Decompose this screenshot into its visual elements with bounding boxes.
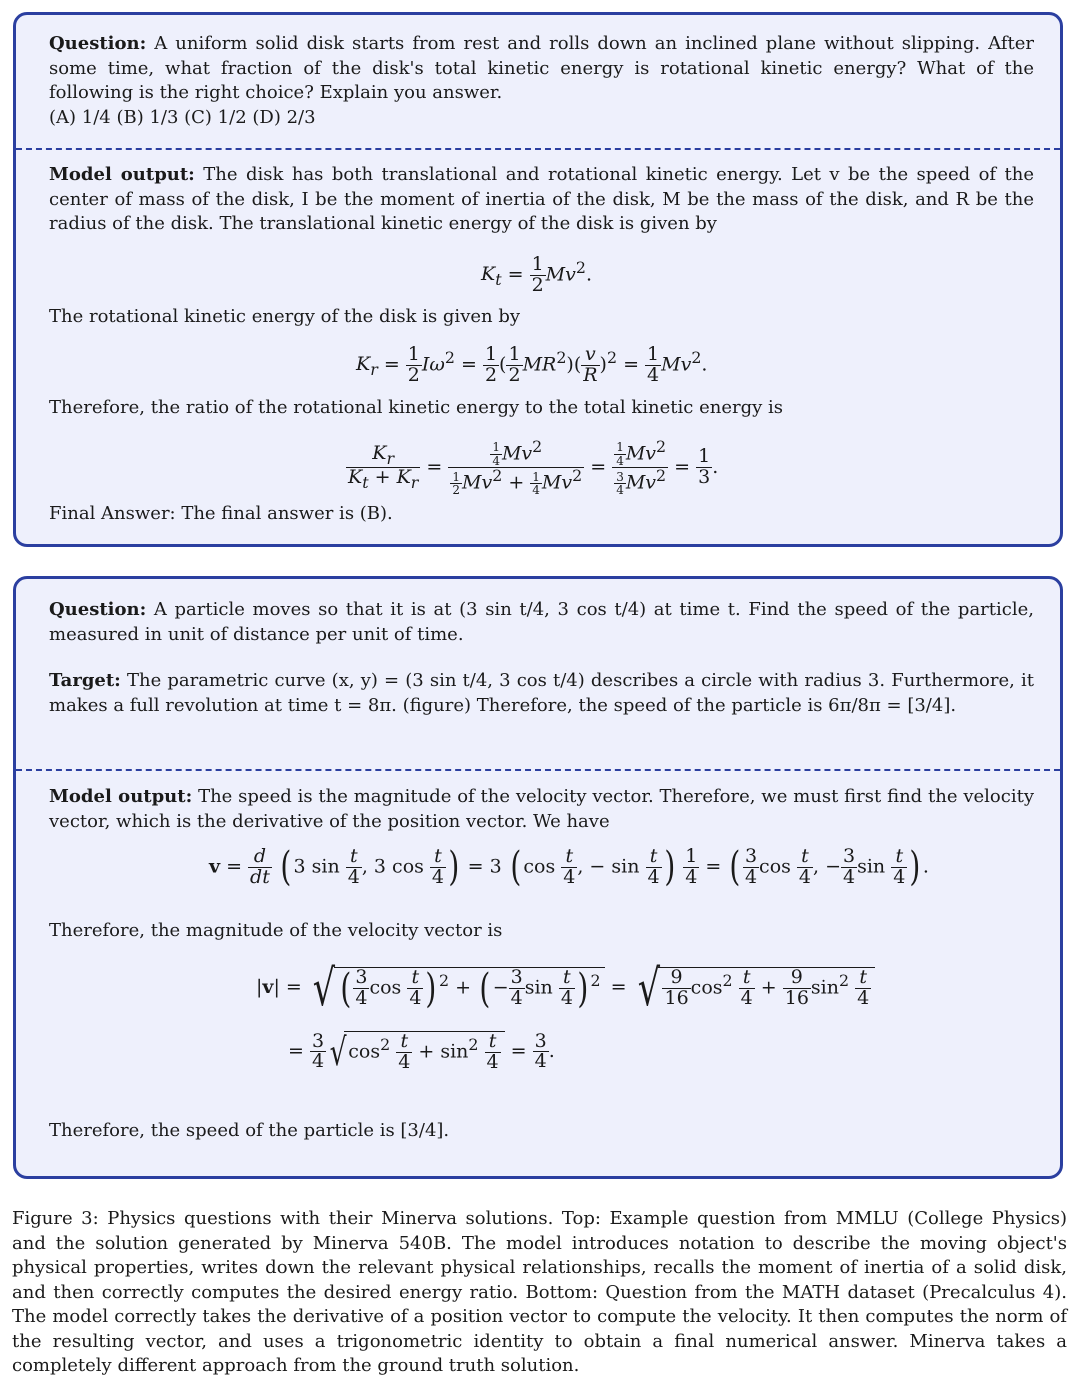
- equation-magnitude-1: |v| = √ ( $\frac{3}{4}$ cos $\frac{t}{4}$ ) $^2$ + ( − $\frac{3}{4}$ sin $\frac{t}{4}$ ) $^2$ = √ $\frac{9}{16}$ $\cos^2$ $\frac{t}{4}$ + $\frac{9}{16}$ $\sin^2$ $\frac{t}{4}$: [256, 963, 875, 1013]
- question-label: Question:: [49, 599, 147, 620]
- answer-choices: (A) 1/4 (B) 1/3 (C) 1/2 (D) 2/3: [49, 106, 316, 128]
- equation-kr: $K_r$ = $\frac{1}{2}$ $I\omega^2$ = $\frac{1}{2}$ ( $\frac{1}{2}$ $MR^2$)( $\frac{v}{R}$ )$^2$ = $\frac{1}{4}$ Mv$^2$.: [356, 343, 708, 386]
- top-model-output: [49, 163, 1034, 237]
- equation-magnitude-2: = $\frac{3}{4}$ $√\cos^2$ $\frac{t}{4}$ + $\sin^2$ $\frac{t}{4}$ = $\frac{3}{4}$ .: [288, 1029, 555, 1074]
- target-text: The parametric curve (x, y) = (3 sin t/4, 3 cos t/4) describes a circle with radius 3. Furthermore, it makes a full revolution at time t = 8π. (figure) Therefore, the speed of the particle is 6π/8π = [3/4].: [49, 670, 1034, 716]
- dashed-separator: [16, 148, 1060, 150]
- equation-kt: $K_t$ = $\frac{1}{2}$ Mv$^2$.: [481, 253, 592, 296]
- question-label: Question:: [49, 33, 147, 54]
- top-question: [49, 32, 1034, 130]
- dashed-separator: [16, 769, 1060, 771]
- bottom-example-box: [13, 576, 1063, 1179]
- question-text: A uniform solid disk starts from rest and rolls down an inclined plane without slipping. After some time, what fraction of the disk's total kinetic energy is rotational kinetic energy? What of the following is the right choice? Explain you answer.: [49, 33, 1034, 103]
- output-label: Model output:: [49, 164, 195, 185]
- bottom-model-output: [49, 785, 1034, 834]
- equation-ratio: $\frac{K_r}{K_t + K_r}$ = $\frac{1}{4}$ Mv$^2$ $\frac{1}{2}$ $Mv^2$ + $\frac{1}{4}$ Mv$^2$ = $\frac{1}{4}$ Mv$^2$ $\frac{3}{4}$ Mv$^2$ = $\frac{1}{3}$ .: [348, 437, 719, 498]
- bottom-target: [49, 669, 1034, 718]
- ratio-intro: Therefore, the ratio of the rotational kinetic energy to the total kinetic energy is: [49, 397, 783, 418]
- final-answer: Final Answer: The final answer is (B).: [49, 503, 393, 524]
- equation-velocity: v = $\frac{d}{dt}$ ( 3 sin $\frac{t}{4}$ , 3 cos $\frac{t}{4}$ ) = 3 ( cos $\frac{t}{4}$ , − sin $\frac{t}{4}$ ) $\frac{1}{4}$ = ( $\frac{3}{4}$ cos $\frac{t}{4}$ , − $\frac{3}{4}$ sin $\frac{t}{4}$ ) .: [209, 844, 929, 891]
- figure-caption: Figure 3: Physics questions with their Minerva solutions. Top: Example question from MMLU (College Physics) and the solution generated by Minerva 540B. The model introduces notation to describe the moving object's physical properties, writes down the relevant physical relationships, recalls the moment of inertia of a solid disk, and then correctly computes the desired energy ratio. Bottom: Question from the MATH dataset (Precalculus 4). The model correctly takes the derivative of a position vector to compute the velocity. It then computes the norm of the resulting vector, and uses a trigonometric identity to obtain a final numerical answer. Minerva takes a completely different approach from the ground truth solution.: [12, 1208, 1067, 1376]
- output-intro: The speed is the magnitude of the velocity vector. Therefore, we must first find the velocity vector, which is the derivative of the position vector. We have: [49, 786, 1034, 832]
- output-intro: The disk has both translational and rotational kinetic energy. Let v be the speed of the center of mass of the disk, I be the moment of inertia of the disk, M be the mass of the disk, and R be the radius of the disk. The translational kinetic energy of the disk is given by: [49, 164, 1034, 234]
- bottom-question: [49, 598, 1034, 647]
- rot-intro: The rotational kinetic energy of the disk is given by: [49, 306, 521, 327]
- magnitude-intro: Therefore, the magnitude of the velocity vector is: [49, 920, 503, 941]
- output-label: Model output:: [49, 786, 193, 807]
- bottom-final: Therefore, the speed of the particle is [3/4].: [49, 1120, 450, 1141]
- target-label: Target:: [49, 670, 121, 691]
- top-example-box: [13, 12, 1063, 547]
- question-text: A particle moves so that it is at (3 sin t/4, 3 cos t/4) at time t. Find the speed of the particle, measured in unit of distance per unit of time.: [49, 599, 1034, 645]
